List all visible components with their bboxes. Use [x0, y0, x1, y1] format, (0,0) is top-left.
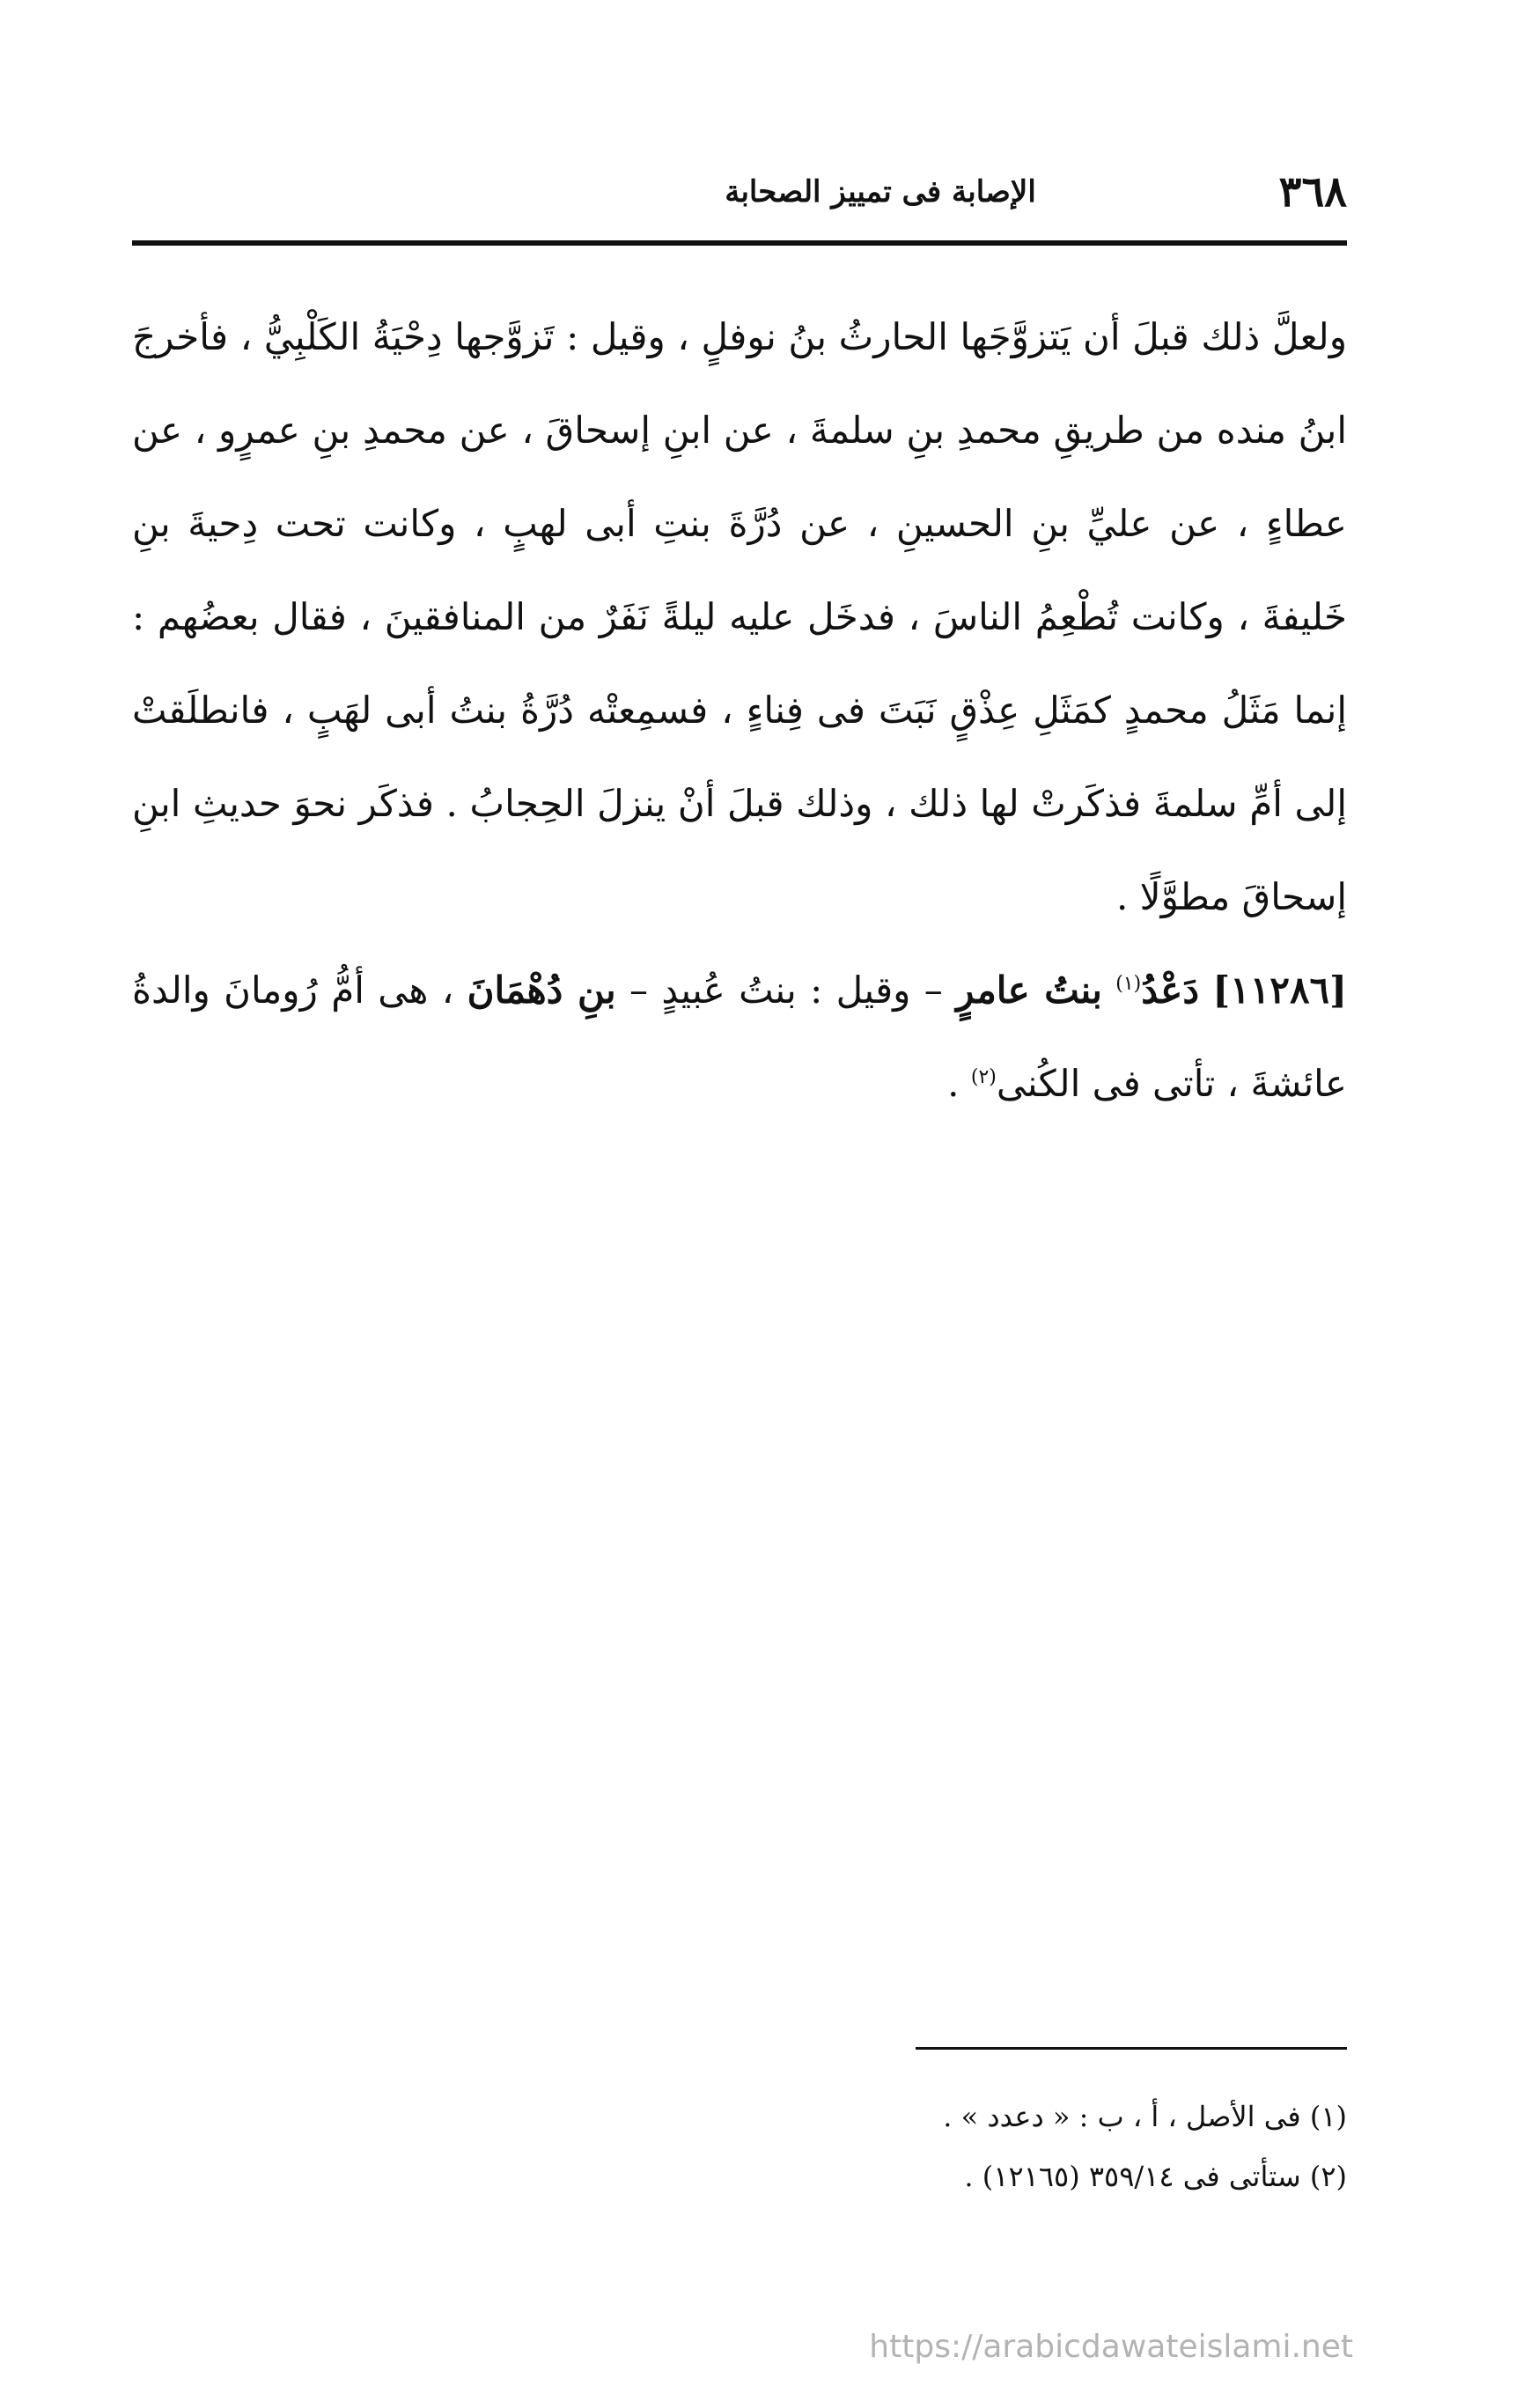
- watermark-url: https://arabicdawateislami.net: [869, 2329, 1353, 2365]
- footnote-ref-2: (٢): [970, 1066, 997, 1088]
- entry-aside: – وقيل : بنتُ عُبيدٍ –: [629, 968, 943, 1012]
- header-rule: [132, 240, 1347, 246]
- footnote-ref-1: (١): [1115, 973, 1142, 995]
- entry-name-continued: بنتُ عامرٍ: [956, 968, 1102, 1012]
- footnote-2: (٢) ستأتى فى ٣٥٩/١٤ (١٢١٦٥) .: [964, 2160, 1347, 2193]
- body-paragraph: ولعلَّ ذلك قبلَ أن يَتزوَّجَها الحارثُ بنُ نوفلٍ ، وقيل : تَزوَّجها دِحْيَةُ الكَلْبِيُّ ، فأخرجَ ابنُ منده من طريقِ محمدِ بنِ سلمةَ ، عن ابنِ إسحاقَ ، عن محمدِ بنِ عمرٍو ، عن عطاءٍ ، عن عليِّ بنِ الحسينِ ، عن دُرَّةَ بنتِ أبى لهبٍ ، وكانت تحت دِحيةَ بنِ خَليفةَ ، وكانت تُطْعِمُ الناسَ ، فدخَل عليه ليلةً نَفَرٌ من المنافقينَ ، فقال بعضُهم : إنما مَثَلُ محمدٍ كمَثَلِ عِذْقٍ نَبَتَ فى فِناءٍ ، فسمِعتْه دُرَّةُ بنتُ أبى لهَبٍ ، فانطلَقتْ إلى أمِّ سلمةَ فذكَرتْ لها ذلك ، وذلك قبلَ أنْ ينزلَ الحِجابُ . فذكَر نحوَ حديثِ ابنِ إسحاقَ مطوَّلًا .: [132, 315, 1347, 918]
- running-header: [132, 167, 1347, 229]
- footnote-rule: [916, 2047, 1347, 2050]
- page-number: ٣٦٨: [1278, 167, 1347, 217]
- book-title: الإصابة فى تمييز الصحابة: [725, 174, 1036, 210]
- footnotes: [132, 2087, 1347, 2206]
- entry-alternate-name: بنِ دُهْمَانَ: [467, 968, 616, 1012]
- entry-end: .: [947, 1062, 960, 1105]
- entry-name: دَعْدُ: [1141, 968, 1200, 1012]
- entry-number: [١١٢٨٦]: [1212, 968, 1347, 1012]
- entry-description: ، هى أمُّ رُومانَ والدةُ عائشةَ ، تأتى فى الكُنى: [132, 968, 1347, 1105]
- footnote-1: (١) فى الأصل ، أ ، ب : « دعدد » .: [943, 2100, 1347, 2133]
- body-text: [132, 291, 1347, 1130]
- biography-entry: [132, 944, 1347, 1130]
